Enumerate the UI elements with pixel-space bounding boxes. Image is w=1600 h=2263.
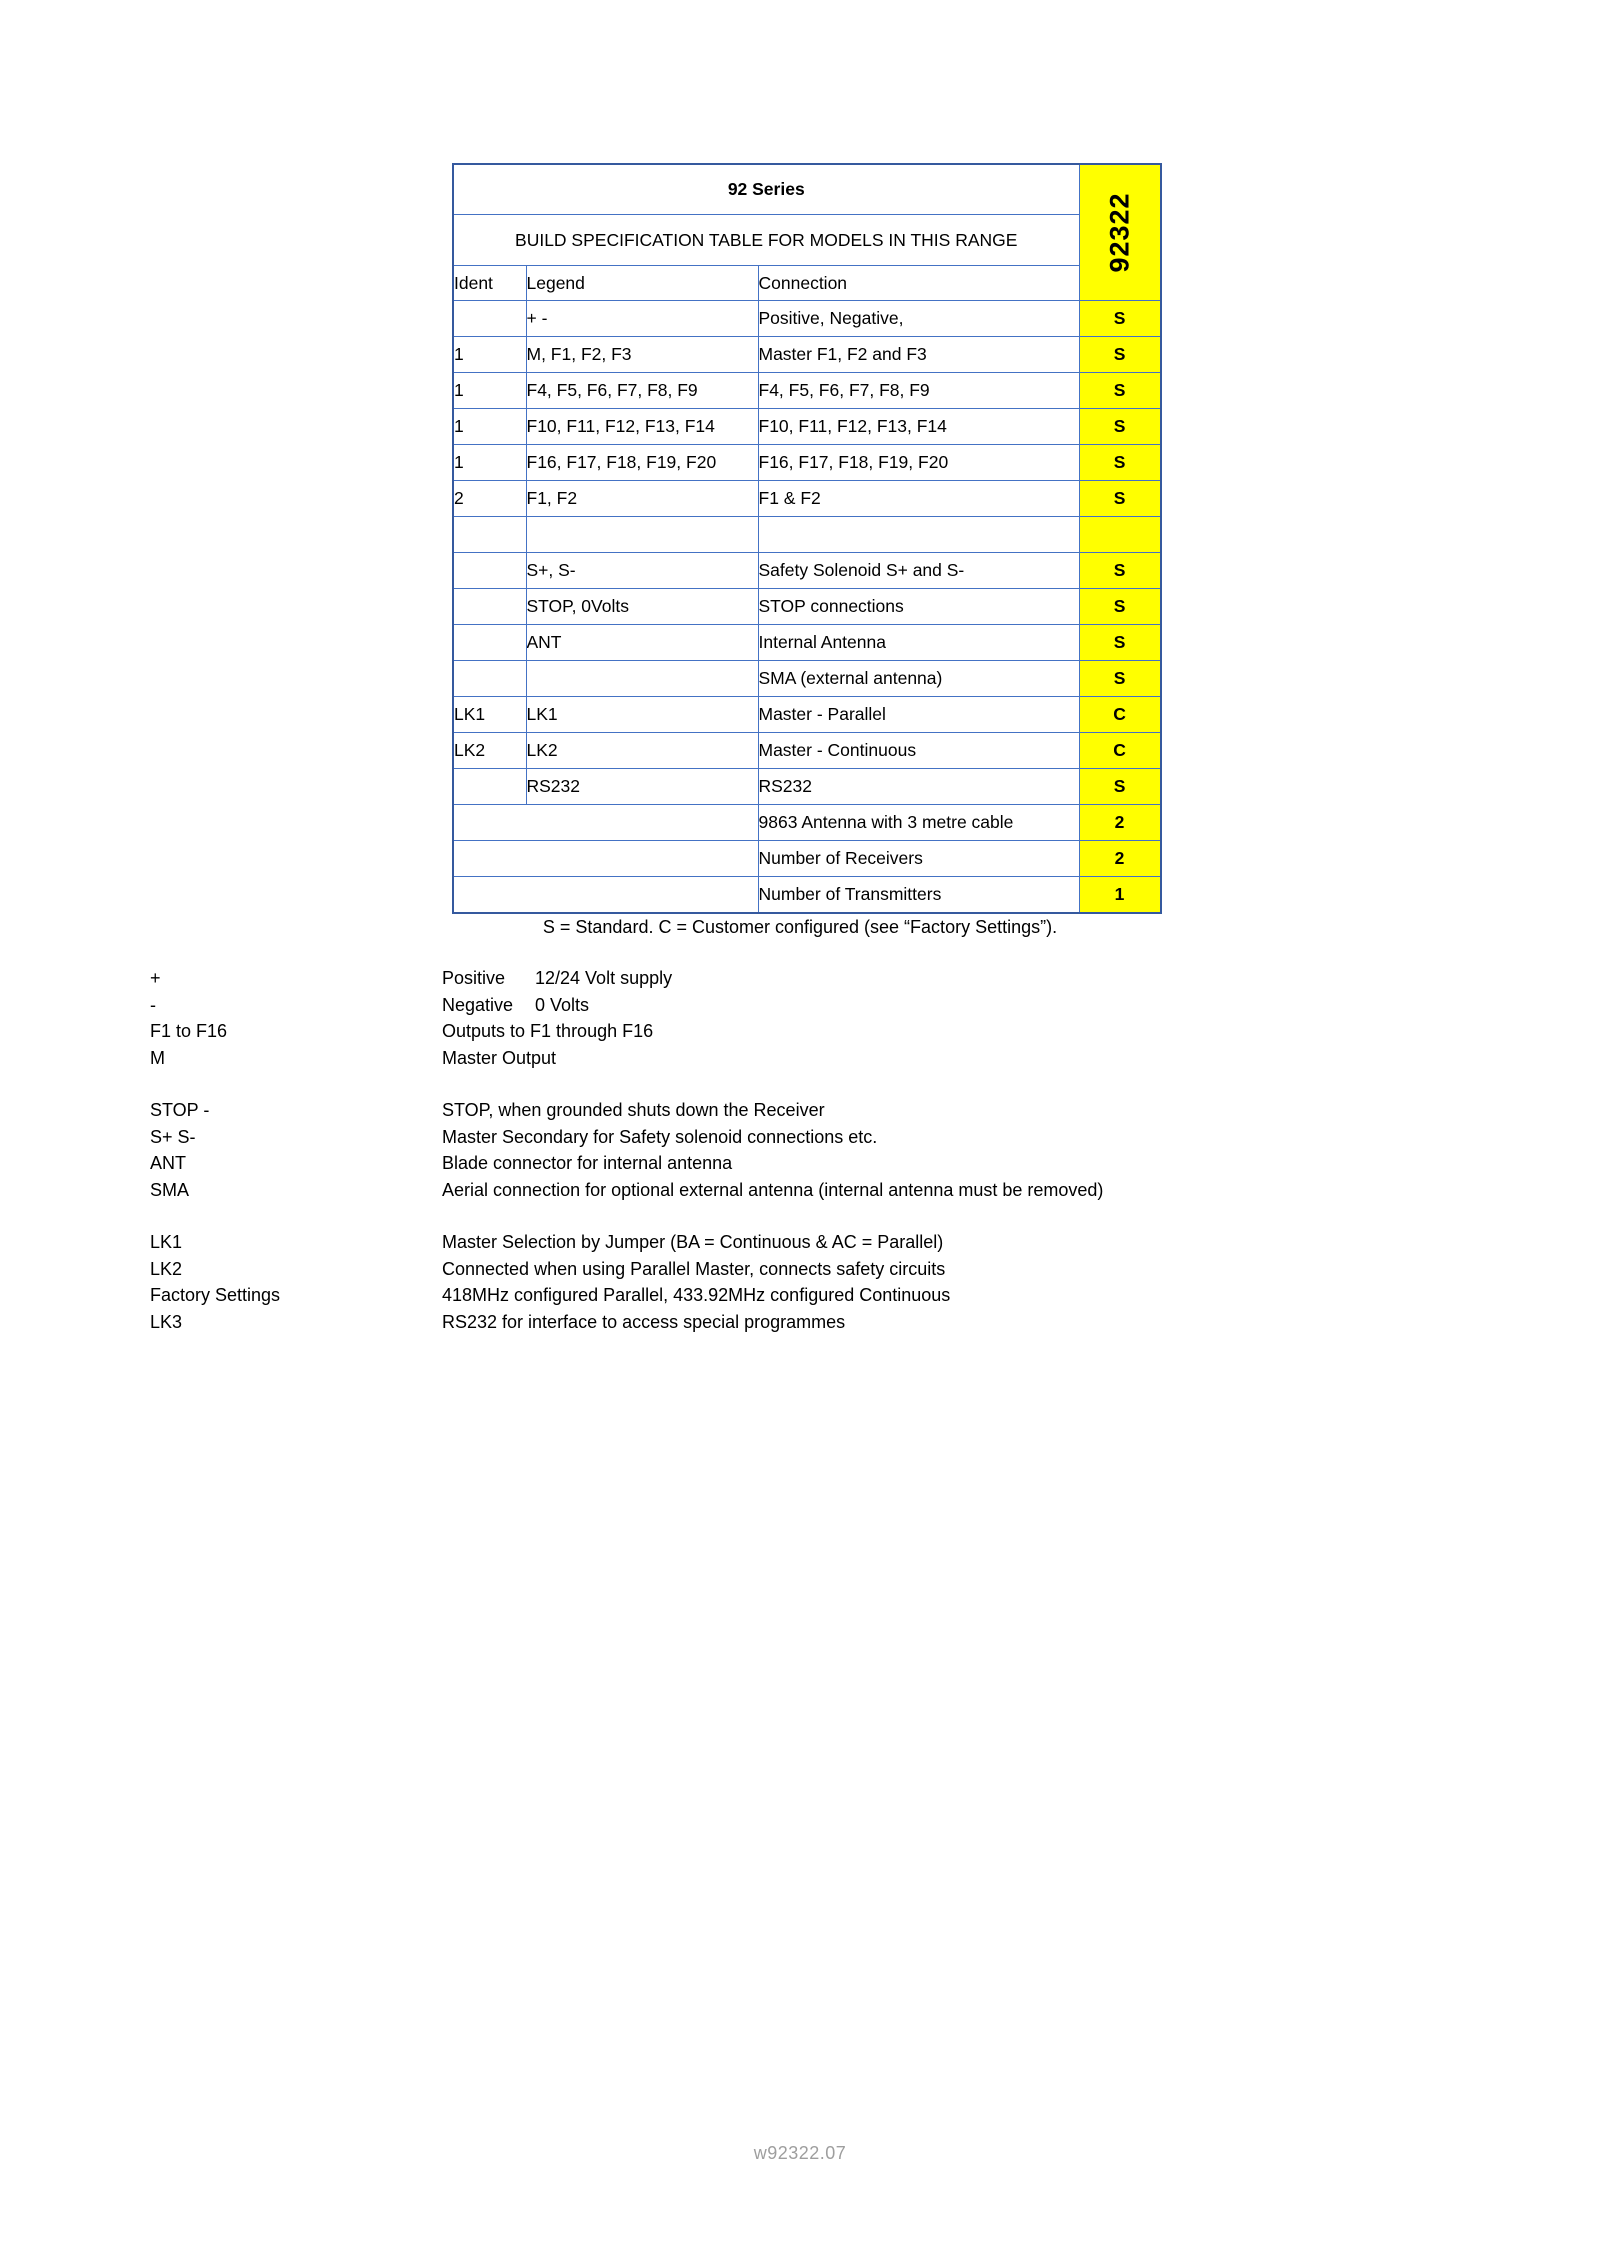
glossary-row xyxy=(150,992,1450,1019)
connection-cell: Internal Antenna xyxy=(758,625,1079,661)
status-cell: S xyxy=(1079,445,1161,481)
glossary-desc-head: Positive xyxy=(442,968,506,988)
status-cell: C xyxy=(1079,697,1161,733)
table-row xyxy=(453,409,1161,445)
header-ident: Ident xyxy=(453,266,526,301)
glossary-term: STOP - xyxy=(150,1100,210,1120)
connection-cell: Positive, Negative, xyxy=(758,301,1079,337)
table-row xyxy=(453,805,1161,841)
ident-cell: 1 xyxy=(453,373,526,409)
glossary-desc-text: STOP, when grounded shuts down the Receiver xyxy=(442,1100,825,1120)
table-row xyxy=(453,841,1161,877)
connection-cell: 9863 Antenna with 3 metre cable xyxy=(758,805,1079,841)
connection-cell: Master - Parallel xyxy=(758,697,1079,733)
legend-cell xyxy=(526,661,758,697)
glossary-desc xyxy=(442,1124,1450,1151)
table-footnote: S = Standard. C = Customer configured (see “Factory Settings”). xyxy=(542,917,1058,937)
glossary-desc-text: Master Secondary for Safety solenoid connections etc. xyxy=(442,1126,878,1147)
glossary-desc xyxy=(442,992,1450,1019)
glossary-desc xyxy=(442,1045,1450,1072)
table-row xyxy=(453,877,1161,914)
glossary-term: Factory Settings xyxy=(150,1285,281,1305)
legend-cell: F16, F17, F18, F19, F20 xyxy=(526,445,758,481)
glossary-row xyxy=(150,1097,1450,1124)
glossary-row xyxy=(150,965,1450,992)
status-cell: S xyxy=(1079,337,1161,373)
ident-cell xyxy=(453,589,526,625)
glossary-desc xyxy=(442,1229,1450,1256)
legend-cell: LK2 xyxy=(526,733,758,769)
legend-cell: + - xyxy=(526,301,758,337)
glossary-row xyxy=(150,1150,1450,1177)
connection-cell: F4, F5, F6, F7, F8, F9 xyxy=(758,373,1079,409)
glossary-desc xyxy=(442,1018,1450,1045)
table-row xyxy=(453,661,1161,697)
glossary-desc-text: Aerial connection for optional external antenna (internal antenna must be removed) xyxy=(442,1179,1104,1200)
glossary-row xyxy=(150,1124,1450,1151)
status-cell: S xyxy=(1079,409,1161,445)
table-row xyxy=(453,301,1161,337)
ident-cell xyxy=(453,769,526,805)
table-row xyxy=(453,589,1161,625)
glossary-row xyxy=(150,1256,1450,1283)
connection-cell: Number of Transmitters xyxy=(758,877,1079,914)
legend-cell: S+, S- xyxy=(526,553,758,589)
glossary-desc-text: 418MHz configured Parallel, 433.92MHz configured Continuous xyxy=(442,1285,951,1305)
ident-cell xyxy=(453,517,526,553)
glossary-desc-head: Negative xyxy=(442,994,514,1015)
status-cell: S xyxy=(1079,589,1161,625)
header-connection: Connection xyxy=(758,266,1079,301)
status-cell xyxy=(1079,517,1161,553)
connection-cell: Master - Continuous xyxy=(758,733,1079,769)
model-badge-cell xyxy=(1079,164,1161,301)
table-row xyxy=(453,553,1161,589)
header-legend: Legend xyxy=(526,266,758,301)
table-row xyxy=(453,373,1161,409)
document-code: w92322.07 xyxy=(753,2143,847,2163)
table-row xyxy=(453,337,1161,373)
table-row xyxy=(453,625,1161,661)
legend-cell: F10, F11, F12, F13, F14 xyxy=(526,409,758,445)
connection-cell: F10, F11, F12, F13, F14 xyxy=(758,409,1079,445)
ident-cell: 1 xyxy=(453,337,526,373)
glossary-row xyxy=(150,1309,1450,1336)
glossary-block-jumpers xyxy=(150,1229,1450,1335)
glossary-desc xyxy=(442,1150,1450,1177)
status-cell: 2 xyxy=(1079,805,1161,841)
legend-cell: LK1 xyxy=(526,697,758,733)
glossary-desc-text: Outputs to F1 through F16 xyxy=(442,1021,654,1041)
glossary-term: F1 to F16 xyxy=(150,1021,228,1041)
ident-cell: 1 xyxy=(453,409,526,445)
glossary-desc xyxy=(442,965,1450,992)
glossary-desc xyxy=(442,1177,1450,1204)
status-cell: S xyxy=(1079,553,1161,589)
glossary-term: S+ S- xyxy=(150,1126,196,1147)
legend-cell: RS232 xyxy=(526,769,758,805)
status-cell: S xyxy=(1079,373,1161,409)
legend-cell xyxy=(526,517,758,553)
ident-cell: 1 xyxy=(453,445,526,481)
connection-cell: Master F1, F2 and F3 xyxy=(758,337,1079,373)
connection-cell: RS232 xyxy=(758,769,1079,805)
merged-empty-cell xyxy=(453,841,758,877)
ident-cell xyxy=(453,301,526,337)
glossary-term: LK3 xyxy=(150,1311,183,1332)
glossary-term: LK1 xyxy=(150,1232,183,1252)
model-badge: 92322 xyxy=(1104,192,1135,273)
table-row xyxy=(453,769,1161,805)
ident-cell xyxy=(453,625,526,661)
table-row xyxy=(453,733,1161,769)
legend-cell: F4, F5, F6, F7, F8, F9 xyxy=(526,373,758,409)
status-cell: C xyxy=(1079,733,1161,769)
glossary-desc xyxy=(442,1309,1450,1336)
legend-cell: M, F1, F2, F3 xyxy=(526,337,758,373)
glossary-block-connections xyxy=(150,1097,1450,1203)
merged-empty-cell xyxy=(453,805,758,841)
glossary-desc xyxy=(442,1097,1450,1124)
table-title: 92 Series xyxy=(453,164,1079,215)
table-row xyxy=(453,697,1161,733)
glossary-term: M xyxy=(150,1047,165,1068)
glossary-desc-text: Connected when using Parallel Master, connects safety circuits xyxy=(442,1258,946,1279)
glossary-desc xyxy=(442,1256,1450,1283)
status-cell: 2 xyxy=(1079,841,1161,877)
status-cell: 1 xyxy=(1079,877,1161,914)
legend-cell: STOP, 0Volts xyxy=(526,589,758,625)
ident-cell: 2 xyxy=(453,481,526,517)
glossary-desc-text: 12/24 Volt supply xyxy=(535,968,673,988)
glossary-term: LK2 xyxy=(150,1258,183,1279)
status-cell: S xyxy=(1079,769,1161,805)
glossary-row xyxy=(150,1282,1450,1309)
table-row xyxy=(453,445,1161,481)
table-subtitle: BUILD SPECIFICATION TABLE FOR MODELS IN THIS RANGE xyxy=(453,215,1079,266)
table-row xyxy=(453,481,1161,517)
glossary-row xyxy=(150,1018,1450,1045)
legend-cell: F1, F2 xyxy=(526,481,758,517)
ident-cell xyxy=(453,661,526,697)
connection-cell: SMA (external antenna) xyxy=(758,661,1079,697)
glossary-term: ANT xyxy=(150,1153,186,1173)
ident-cell xyxy=(453,553,526,589)
ident-cell: LK2 xyxy=(453,733,526,769)
connection-cell: F1 & F2 xyxy=(758,481,1079,517)
glossary-desc-text: 0 Volts xyxy=(535,994,590,1015)
glossary-term: - xyxy=(150,994,156,1015)
glossary-desc-text: Master Output xyxy=(442,1047,557,1068)
status-cell: S xyxy=(1079,301,1161,337)
build-specification-table xyxy=(452,163,1162,914)
table-row-spacer xyxy=(453,517,1161,553)
status-cell: S xyxy=(1079,661,1161,697)
glossary-row xyxy=(150,1177,1450,1204)
glossary-desc xyxy=(442,1282,1450,1309)
status-cell: S xyxy=(1079,625,1161,661)
connection-cell: Safety Solenoid S+ and S- xyxy=(758,553,1079,589)
glossary-block-power xyxy=(150,965,1450,1071)
merged-empty-cell xyxy=(453,877,758,914)
glossary-term: + xyxy=(150,968,161,988)
connection-cell: F16, F17, F18, F19, F20 xyxy=(758,445,1079,481)
glossary-row xyxy=(150,1045,1450,1072)
connection-cell: STOP connections xyxy=(758,589,1079,625)
glossary-desc-text: Master Selection by Jumper (BA = Continuous & AC = Parallel) xyxy=(442,1232,944,1252)
glossary-term: SMA xyxy=(150,1179,190,1200)
ident-cell: LK1 xyxy=(453,697,526,733)
glossary-desc-text: Blade connector for internal antenna xyxy=(442,1153,733,1173)
glossary-row xyxy=(150,1229,1450,1256)
status-cell: S xyxy=(1079,481,1161,517)
legend-cell: ANT xyxy=(526,625,758,661)
connection-cell: Number of Receivers xyxy=(758,841,1079,877)
connection-cell xyxy=(758,517,1079,553)
glossary-desc-text: RS232 for interface to access special programmes xyxy=(442,1311,846,1332)
